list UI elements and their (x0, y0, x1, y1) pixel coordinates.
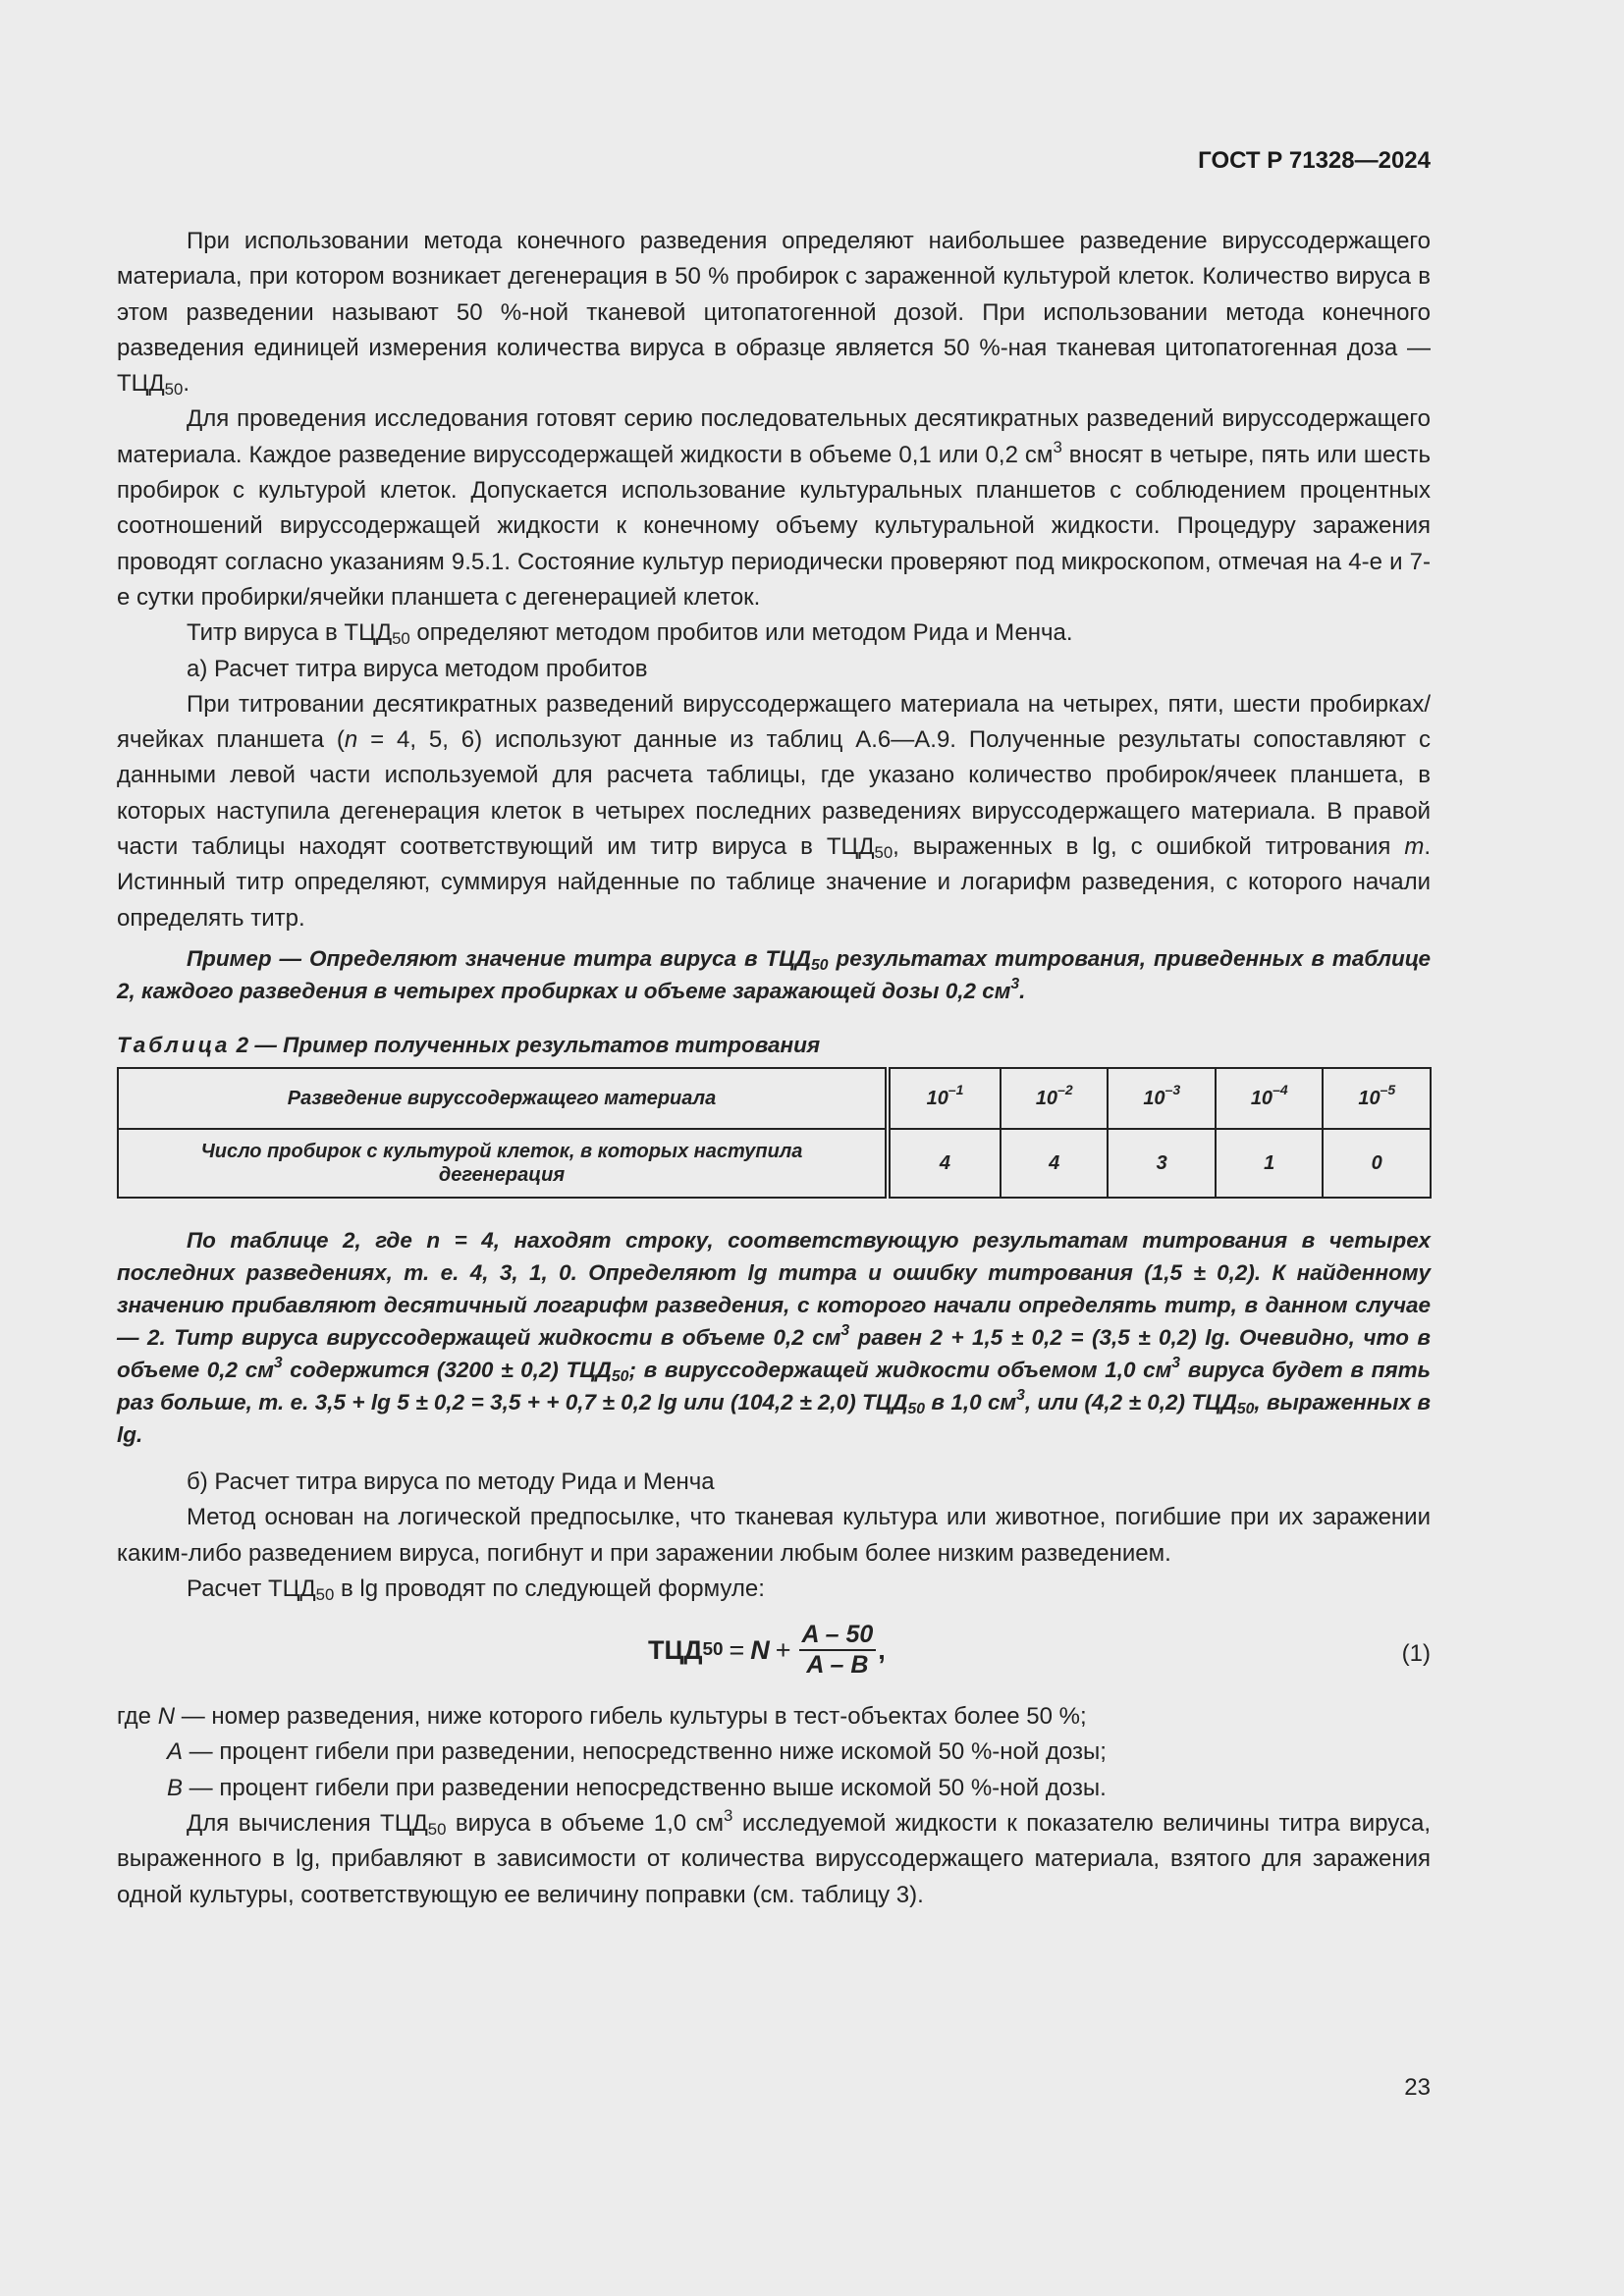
section-heading-probit: а) Расчет титра вируса методом пробитов (187, 655, 648, 682)
page-number: 23 (1404, 2074, 1431, 2101)
document-body (117, 224, 1431, 1913)
paragraph-reed-muench-basis: Метод основан на логической предпосылке, что тканевая культура или животное, погибшие при их заражении каким-либо разведением вируса, погибнут и при заражении любым более низким разведением. (117, 1504, 1431, 1567)
table-row (118, 1129, 1431, 1198)
example-explanation: По таблице 2, где n = 4, находят строку, соответствующую результатам титрования в четырех последних разведениях, т. е. 4, 3, 1, 0. Определяют lg титра и ошибку титрования (1,5 ± 0,2). К найденному значению прибавляют десятичный логарифм разведения, с которого начали определять титр, в данном случае — 2. Титр вируса вируссодержащей жидкости в объеме 0,2 $см^3$ равен 2 + 1,5 ± 0,2 = (3,5 ± 0,2) lg. Очевидно, что в объеме 0,2 $см^3$ содержится (3200 ± 0,2) $ТЦД_{50}$; в вируссодержащей жидкости объемом 1,0 $см^3$ вируса будет в пять раз больше, т. е. 3,5 + lg 5 ± 0,2 = 3,5 + + 0,7 ± 0,2 lg или (104,2 ± 2,0) $ТЦД_{50}$ в 1,0 $см^3$, или (4,2 ± 0,2) $ТЦД_{50}$, выраженных в lg. (117, 1227, 1432, 1447)
definition-item: B — процент гибели при разведении непосредственно выше искомой 50 %-ной дозы. (167, 1774, 1107, 1801)
formula-fraction: $\frac{A - 50}{A - B}$ (799, 1621, 877, 1680)
document-header: ГОСТ Р 71328—2024 (1198, 147, 1431, 174)
table-cell: 0 (1323, 1129, 1431, 1198)
table-cell: $10^{-4}$ (1216, 1068, 1324, 1129)
definition-item: A — процент гибели при разведении, непосредственно ниже искомой 50 %-ной дозы; (167, 1738, 1107, 1766)
table-cell: $10^{-2}$ (1001, 1068, 1109, 1129)
table-row-header: Разведение вируссодержащего материала (118, 1068, 888, 1129)
definition-item: где N — номер разведения, ниже которого гибель культуры в тест-объектах более 50 %; (117, 1703, 1087, 1731)
table-cell: 3 (1108, 1129, 1216, 1198)
example-note: Пример — Определяют значение титра вируса в $ТЦД_{50}$ результатах титрования, приведенных в таблице 2, каждого разведения в четырех пробирках и объеме заражающей дозы 0,2 $см^3$. (117, 945, 1431, 1003)
paragraph-probit-method: При титровании десятикратных разведений вируссодержащего материала на четырех, пяти, шести пробирках/ячейках планшета (n = 4, 5, 6) используют данные из таблиц А.6—А.9. Полученные результаты сопоставляют с данными левой части используемой для расчета таблицы, где указано количество пробирок/ячеек планшета, в которых наступила дегенерация клеток в четырех последних разведениях вируссодержащего материала. В правой части таблицы находят соответствующий им титр вируса в $ТЦД_{50}$, выраженных в lg, с ошибкой титрования m. Истинный титр определяют, суммируя найденные по таблице значение и логарифм разведения, с которого начали определять титр. (117, 690, 1432, 932)
paragraph-dilution-series: Для проведения исследования готовят серию последовательных десятикратных разведений вируссодержащего материала. Каждое разведение вируссодержащей жидкости в объеме 0,1 или 0,2 $см^3$ вносят в четыре, пять или шесть пробирок с культурой клеток. Допускается использование культуральных планшетов с соблюдением процентных соотношений вируссодержащей жидкости к конечному объему культуральной жидкости. Процедуру заражения проводят согласно указаниям 9.5.1. Состояние культур периодически проверяют под микроскопом, отмечая на 4-е и 7-е сутки пробирки/ячейки планшета с дегенерацией клеток. (117, 405, 1431, 611)
equation-number: (1) (1401, 1640, 1431, 1668)
paragraph-titer-methods: Титр вируса в $ТЦД_{50}$ определяют методом пробитов или методом Рида и Менча. (187, 619, 1073, 649)
section-heading-reed-muench: б) Расчет титра вируса по методу Рида и Менча (187, 1468, 715, 1495)
table-cell: $10^{-1}$ (888, 1068, 1001, 1129)
paragraph-formula-intro: Расчет $ТЦД_{50}$ в lg проводят по следующей формуле: (187, 1575, 765, 1604)
table-row-header: Число пробирок с культурой клеток, в которых наступила дегенерация (118, 1129, 888, 1198)
table-cell: 1 (1216, 1129, 1324, 1198)
paragraph-endpoint-dilution: При использовании метода конечного разведения определяют наибольшее разведение вируссодержащего материала, при котором возникает дегенерация в 50 % пробирок с зараженной культурой клеток. Количество вируса в этом разведении называют 50 %-ной тканевой цитопатогенной дозой. При использовании метода конечного разведения единицей измерения количества вируса в образце является 50 %-ная тканевая цитопатогенная доза — $ТЦД_{50}$. (117, 228, 1431, 400)
paragraph-correction: Для вычисления $ТЦД_{50}$ вируса в объеме 1,0 $см^3$ исследуемой жидкости к показателю величины титра вируса, выраженного в lg, прибавляют в зависимости от количества вируссодержащего материала, взятого для заражения одной культуры, соответствующую ее величину поправки (см. таблицу 3). (117, 1806, 1431, 1908)
table-cell: $10^{-5}$ (1323, 1068, 1431, 1129)
formula-block (117, 1617, 1431, 1691)
tcd50-formula: ТЦД 50 = N + $\frac{A - 50}{A - B}$ , (648, 1621, 886, 1680)
table-caption: Таблица 2 — Пример полученных результатов титрования (117, 1032, 821, 1057)
table-cell: $10^{-3}$ (1108, 1068, 1216, 1129)
table-cell: 4 (1001, 1129, 1109, 1198)
titration-results-table (117, 1067, 1432, 1199)
table-row (118, 1068, 1431, 1129)
table-cell: 4 (888, 1129, 1001, 1198)
variable-definitions (117, 1699, 1431, 1806)
